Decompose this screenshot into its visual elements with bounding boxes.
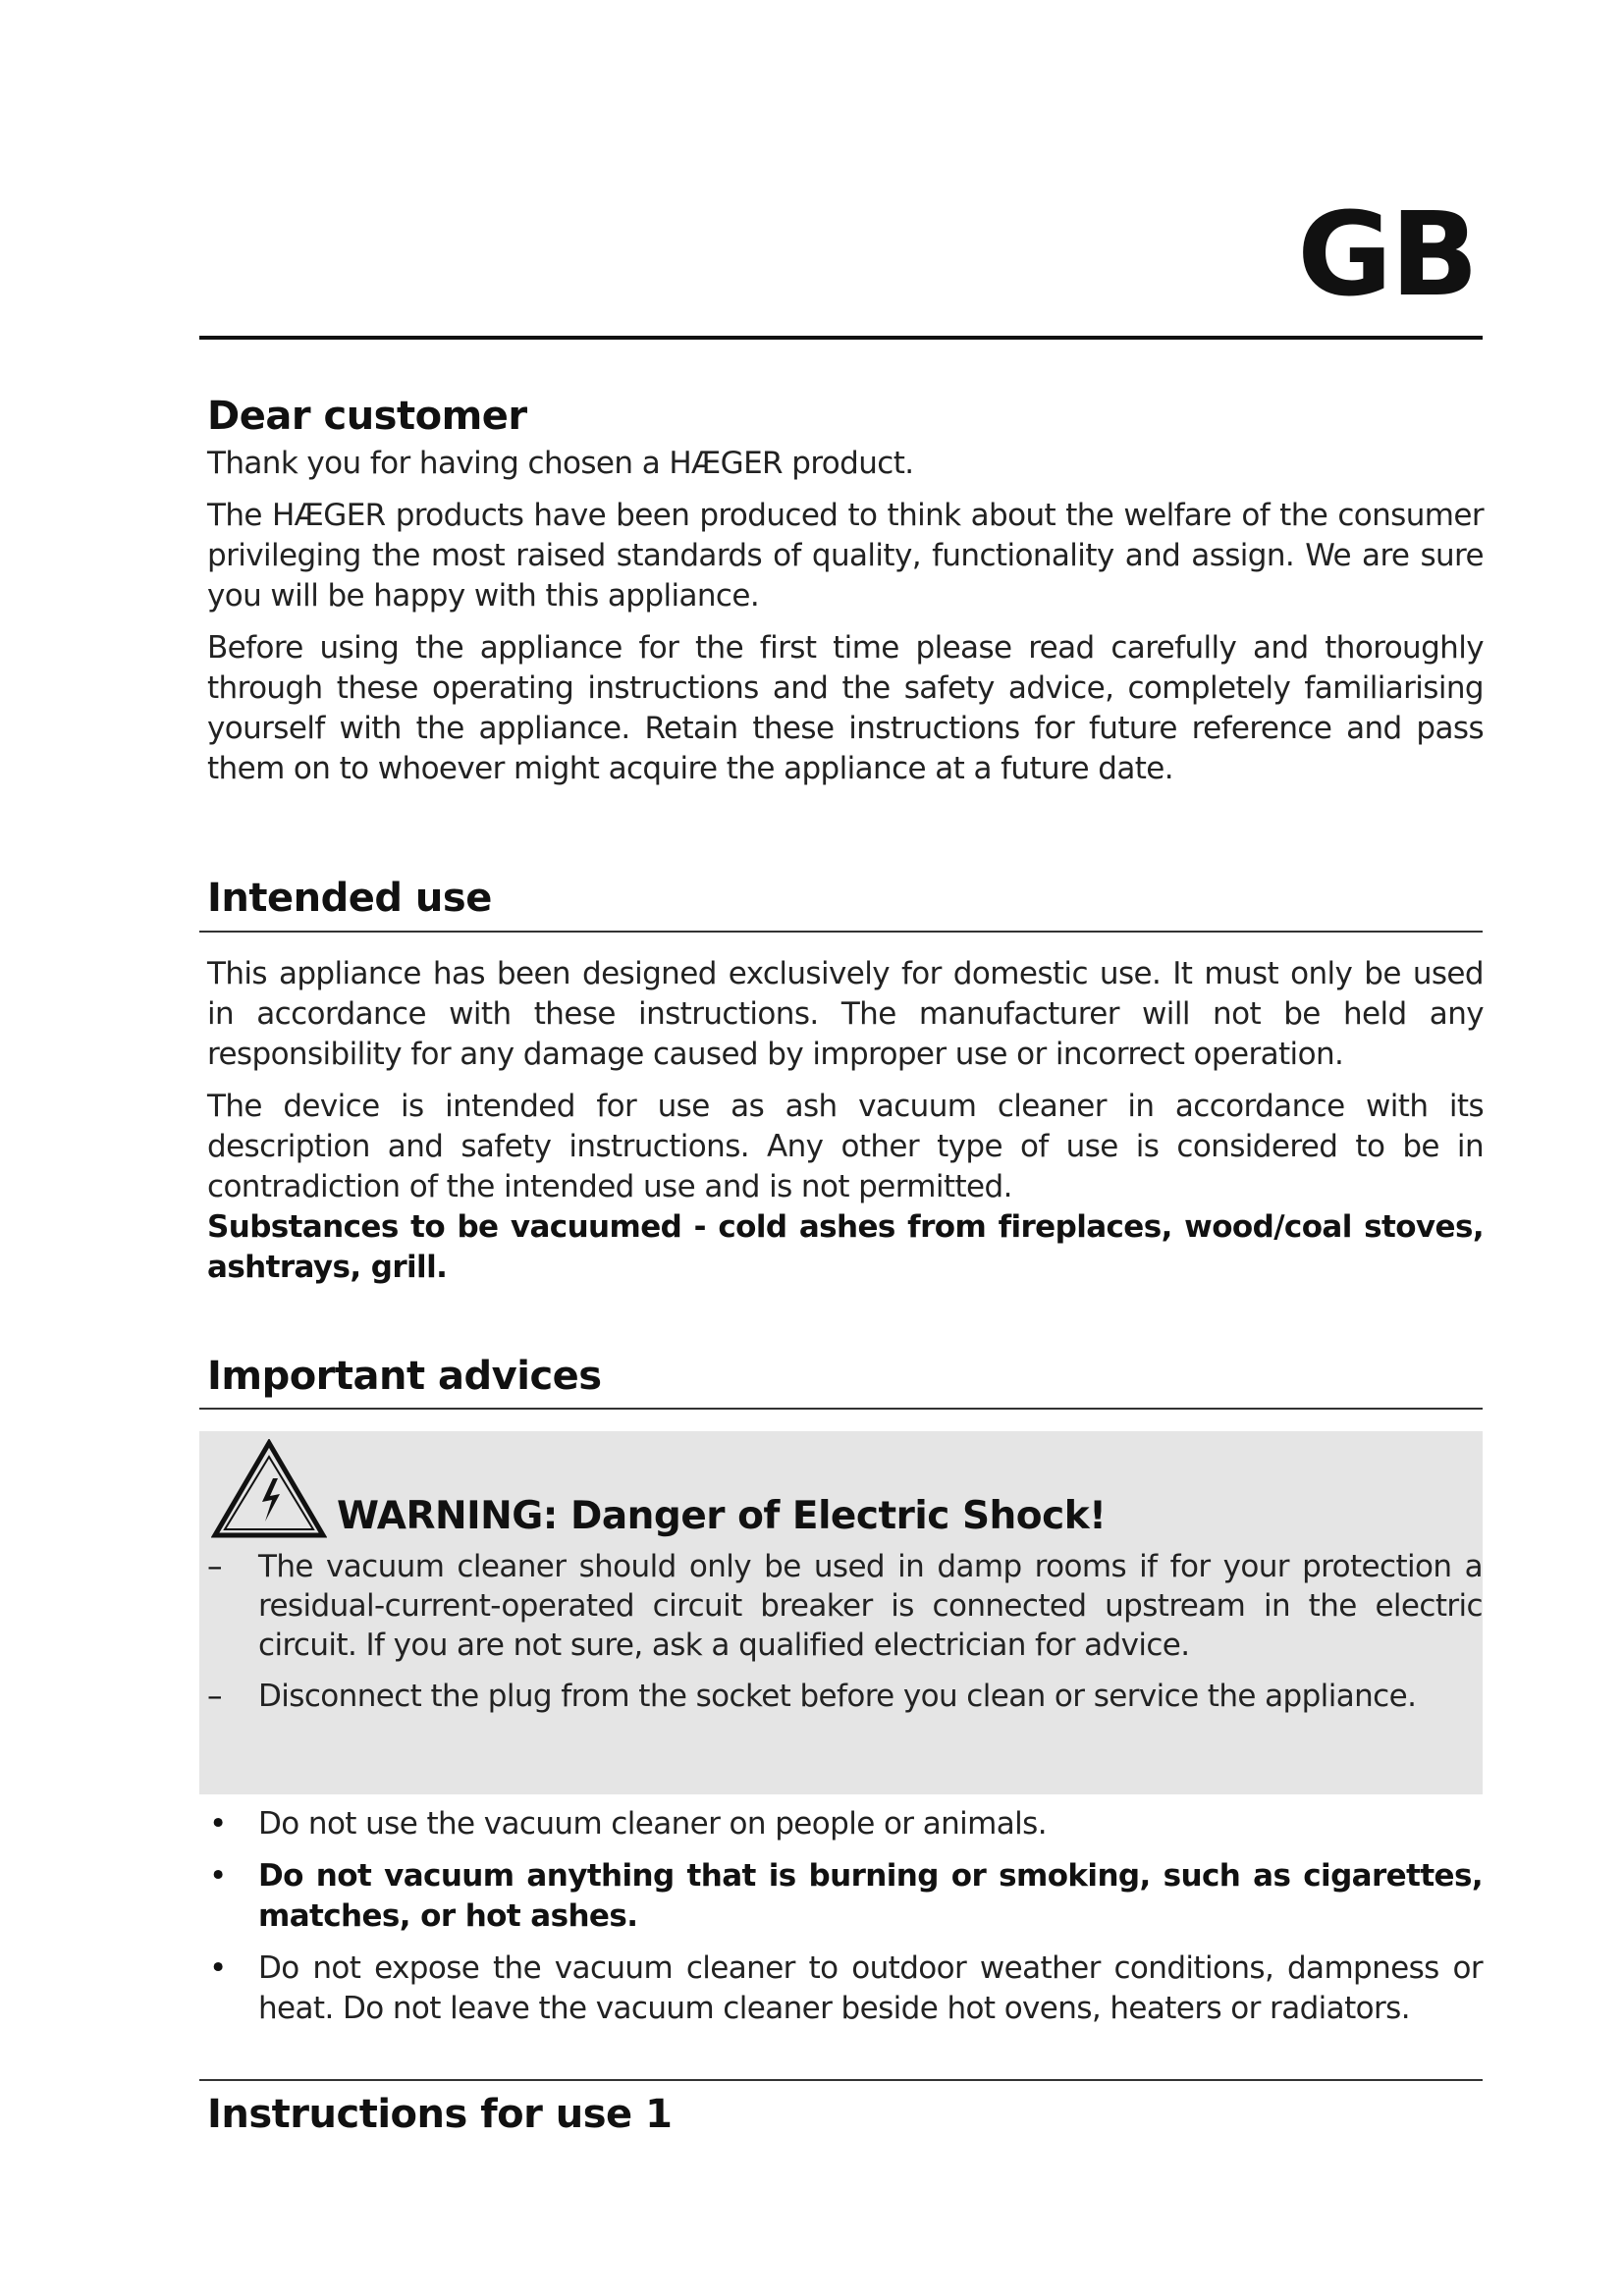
section-heading-instructions-for-use: Instructions for use 1 — [207, 2092, 673, 2137]
section-rule — [199, 2079, 1483, 2081]
language-code: GB — [1297, 187, 1477, 322]
warning-item — [199, 1677, 1483, 1716]
paragraph: Thank you for having chosen a HÆGER product. — [207, 446, 914, 481]
electric-warning-icon — [211, 1439, 327, 1541]
warning-item-text: Disconnect the plug from the socket before you clean or service the appliance. — [258, 1679, 1417, 1714]
list-item-text: Do not expose the vacuum cleaner to outdoor weather conditions, dampness or heat. Do not leave the vacuum cleaner beside hot ovens, heaters or radiators. — [258, 1950, 1483, 2026]
dear-customer-section — [207, 395, 1484, 801]
header-rule — [199, 336, 1483, 340]
list-item — [199, 1804, 1483, 1844]
intended-use-section — [207, 954, 1484, 1300]
warning-list — [199, 1547, 1483, 1728]
warning-title: WARNING: Danger of Electric Shock! — [337, 1494, 1107, 1538]
important-advices-heading-block — [207, 1355, 1484, 1398]
list-item — [199, 1949, 1483, 2029]
paragraph: The HÆGER products have been produced to think about the welfare of the consumer privileging the most raised standards of quality, functionality and assign. We are sure you will be happy with this appliance. — [207, 498, 1484, 614]
paragraph: The device is intended for use as ash vacuum cleaner in accordance with its description and safety instructions. Any other type of use is considered to be in contradiction of the intended use and is not permitted. — [207, 1089, 1484, 1204]
section-heading-important-advices: Important advices — [207, 1354, 602, 1399]
list-item — [199, 1856, 1483, 1937]
substances-note: Substances to be vacuumed - cold ashes from fireplaces, wood/coal stoves, ashtrays, grill. — [207, 1209, 1484, 1285]
list-item-text: Do not vacuum anything that is burning or smoking, such as cigarettes, matches, or hot ashes. — [258, 1858, 1483, 1934]
section-heading-dear-customer: Dear customer — [207, 394, 527, 439]
advice-list — [199, 1804, 1483, 2041]
bullet-marker: • — [209, 1806, 228, 1842]
dash-marker: – — [207, 1549, 223, 1584]
paragraph: Before using the appliance for the first time please read carefully and thoroughly through these operating instructions and the safety advice, completely familiarising yourself with the appliance. Retain these instructions for future reference and pass them on to whoever might acquire the appliance at a future date. — [207, 630, 1484, 786]
list-item-text: Do not use the vacuum cleaner on people or animals. — [258, 1806, 1047, 1842]
dash-marker: – — [207, 1679, 223, 1714]
section-rule — [199, 1408, 1483, 1410]
warning-item-text: The vacuum cleaner should only be used in damp rooms if for your protection a residual-current-operated circuit breaker is connected upstream in the electric circuit. If you are not sure, ask a qualified electrician for advice. — [258, 1549, 1483, 1663]
bullet-marker: • — [209, 1950, 228, 1986]
warning-box — [199, 1431, 1483, 1794]
paragraph: This appliance has been designed exclusively for domestic use. It must only be used in accordance with these instructions. The manufacturer will not be held any responsibility for any damage caused by improper use or incorrect operation. — [207, 956, 1484, 1072]
section-rule — [199, 931, 1483, 933]
section-heading-intended-use: Intended use — [207, 876, 492, 921]
instructions-heading-block — [207, 2093, 1484, 2136]
bullet-marker: • — [209, 1858, 228, 1894]
warning-item — [199, 1547, 1483, 1665]
intended-use-heading-block — [207, 877, 1484, 920]
